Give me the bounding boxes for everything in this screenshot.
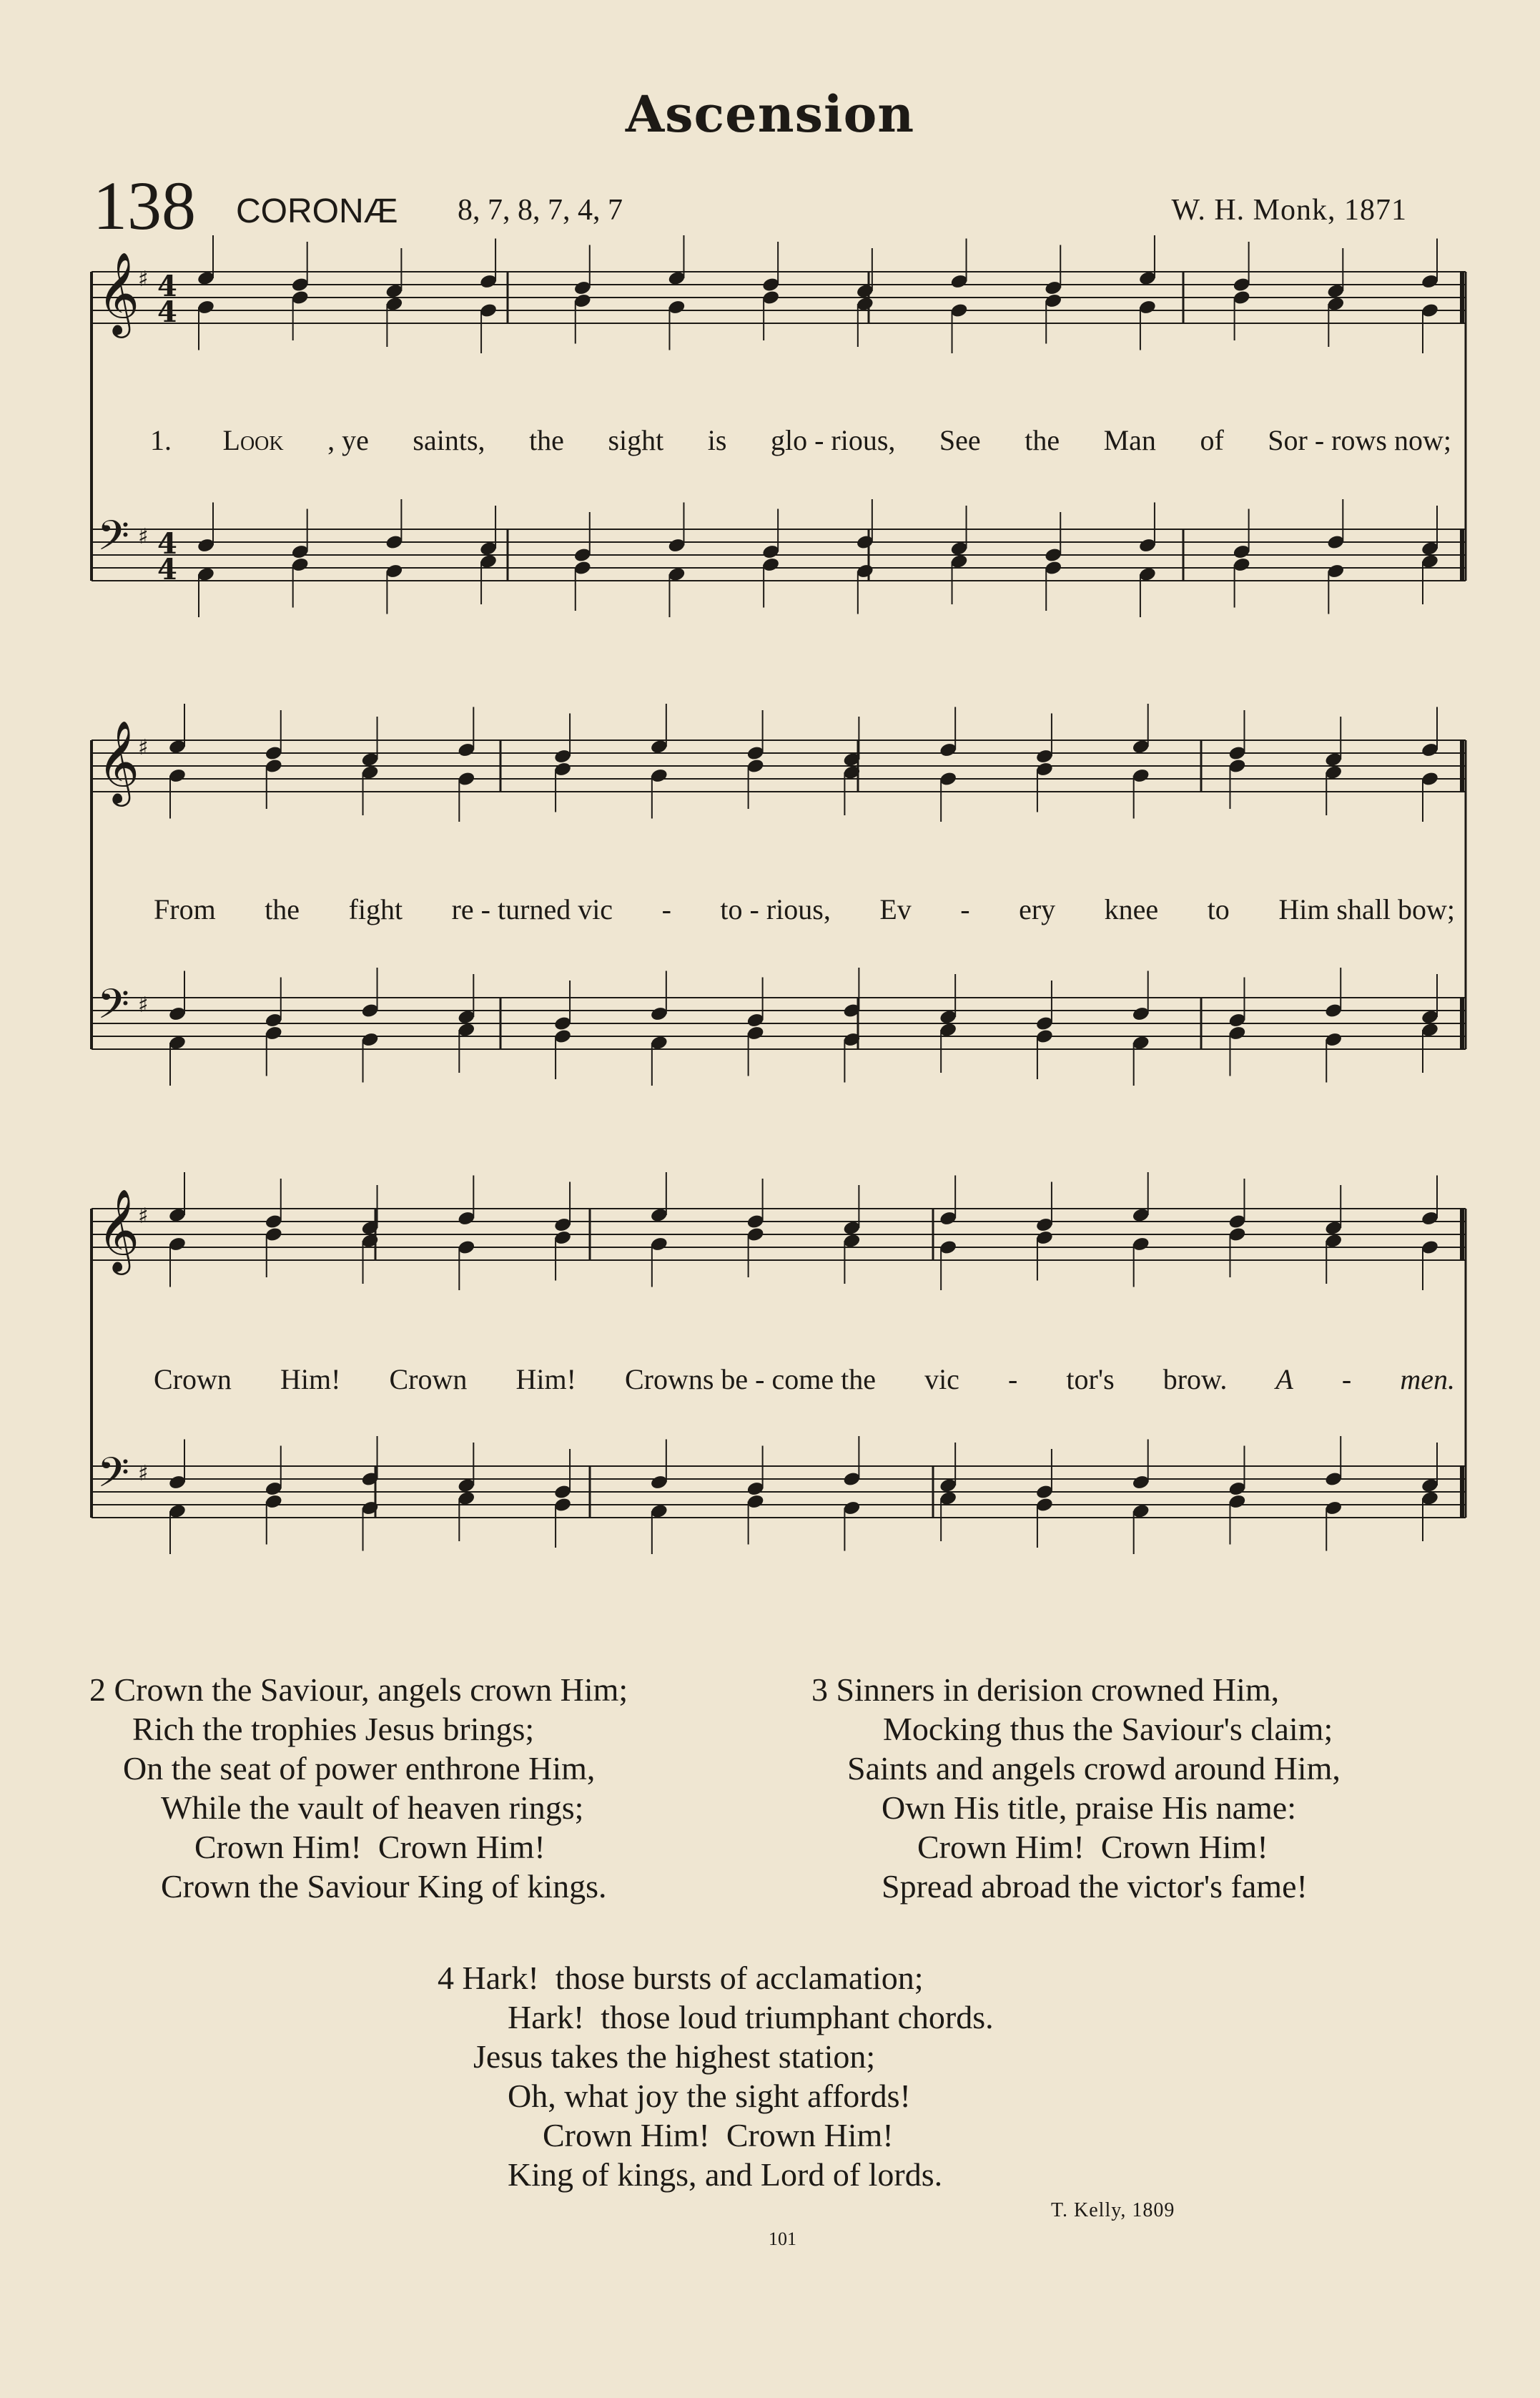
- lyric-syllable: -: [1341, 1363, 1352, 1395]
- treble-clef: 𝄞: [97, 719, 140, 803]
- key-sharp: ♯: [138, 524, 149, 549]
- verse-line: Mocking thus the Saviour's claim;: [883, 1711, 1333, 1747]
- time-signature-bottom: 4: [157, 295, 177, 329]
- lyric-syllable: is: [707, 424, 727, 456]
- lyric-syllable: glo - rious,: [770, 424, 896, 456]
- bass-clef: 𝄢: [97, 1448, 130, 1507]
- verse-line: Crown Him! Crown Him!: [543, 2117, 894, 2153]
- lyric-syllable: knee: [1104, 893, 1159, 925]
- lyric-syllable: sight: [608, 424, 664, 456]
- verse-text: Hark! those bursts of acclamation;: [462, 1960, 924, 1996]
- verse-line: Crown the Saviour King of kings.: [161, 1868, 607, 1905]
- lyric-syllable: Him!: [280, 1363, 341, 1395]
- hymn-number: 138: [93, 167, 196, 244]
- poet-credit: T. Kelly, 1809: [1051, 2199, 1175, 2221]
- lyric-syllable: the: [529, 424, 564, 456]
- lyric-syllable: -: [1008, 1363, 1018, 1395]
- verse-line: Saints and angels crowd around Him,: [847, 1750, 1341, 1787]
- lyric-syllable: Look: [222, 424, 284, 456]
- verse-number: 4: [438, 1960, 454, 1996]
- lyric-syllable: men.: [1400, 1363, 1455, 1395]
- key-sharp: ♯: [138, 1461, 149, 1486]
- lyric-syllable: fight: [348, 893, 403, 925]
- verse-line: [811, 1670, 1341, 1709]
- bass-clef: 𝄢: [97, 980, 130, 1038]
- verse-line: Crown Him! Crown Him!: [917, 1829, 1268, 1865]
- lyric-syllable: to - rious,: [720, 893, 831, 925]
- lyric-syllable: to: [1207, 893, 1230, 925]
- lyric-syllable: -: [661, 893, 671, 925]
- lyric-syllable: , ye: [327, 424, 369, 456]
- verse-number: 3: [811, 1671, 828, 1708]
- lyric-syllable: Crown: [389, 1363, 468, 1395]
- verse-2: [89, 1670, 628, 1906]
- time-signature-top: 4: [157, 270, 177, 303]
- lyric-syllable: Man: [1103, 424, 1156, 456]
- lyric-syllable: From: [154, 893, 216, 925]
- verse-line: Oh, what joy the sight affords!: [508, 2078, 911, 2114]
- lyric-syllable: See: [939, 424, 981, 456]
- composer: W. H. Monk, 1871: [1171, 194, 1407, 227]
- lyric-syllable: vic: [924, 1363, 959, 1395]
- lyric-syllable: A: [1275, 1363, 1293, 1395]
- treble-clef: 𝄞: [97, 251, 140, 335]
- tune-name: CORONÆ: [236, 192, 398, 230]
- lyric-verse-number: 1.: [150, 424, 179, 456]
- verse-line: King of kings, and Lord of lords.: [508, 2156, 943, 2193]
- lyric-syllable: tor's: [1066, 1363, 1115, 1395]
- page-number: 101: [769, 2229, 796, 2249]
- verse-line: Jesus takes the highest station;: [473, 2038, 876, 2075]
- verse-line: Rich the trophies Jesus brings;: [132, 1711, 535, 1747]
- treble-clef: 𝄞: [97, 1188, 140, 1272]
- lyrics-line-1: [150, 423, 1451, 457]
- lyrics-line-2: [154, 893, 1455, 926]
- lyric-syllable: the: [265, 893, 300, 925]
- time-signature-bottom: 4: [157, 553, 177, 586]
- bass-clef: 𝄢: [97, 511, 130, 570]
- lyrics-line-3: [154, 1362, 1455, 1396]
- lyric-syllable: Him!: [515, 1363, 576, 1395]
- verse-line: On the seat of power enthrone Him,: [123, 1750, 596, 1787]
- verse-3: [811, 1670, 1341, 1906]
- lyric-syllable: re - turned vic: [451, 893, 613, 925]
- lyric-syllable: brow.: [1163, 1363, 1228, 1395]
- lyric-syllable: Him shall bow;: [1278, 893, 1455, 925]
- lyric-syllable: saints,: [413, 424, 485, 456]
- lyric-syllable: Sor - rows now;: [1268, 424, 1451, 456]
- verse-line: Spread abroad the victor's fame!: [882, 1868, 1308, 1905]
- key-sharp: ♯: [138, 735, 149, 760]
- section-title: Ascension: [625, 84, 915, 144]
- verse-line: While the vault of heaven rings;: [161, 1789, 584, 1826]
- meter: 8, 7, 8, 7, 4, 7: [458, 194, 623, 227]
- lyric-syllable: the: [1025, 424, 1060, 456]
- lyric-syllable: Crown: [154, 1363, 232, 1395]
- lyric-syllable: ery: [1019, 893, 1056, 925]
- key-sharp: ♯: [138, 267, 149, 292]
- verse-line: Own His title, praise His name:: [882, 1789, 1297, 1826]
- key-sharp: ♯: [138, 1204, 149, 1229]
- time-signature-top: 4: [157, 527, 177, 561]
- verse-text: Crown the Saviour, angels crown Him;: [114, 1671, 628, 1708]
- verse-number: 2: [89, 1671, 106, 1708]
- lyric-syllable: Ev: [879, 893, 912, 925]
- verse-line: Hark! those loud triumphant chords.: [508, 1999, 994, 2035]
- lyric-syllable: -: [960, 893, 970, 925]
- verse-text: Sinners in derision crowned Him,: [836, 1671, 1280, 1708]
- verse-line: [438, 1958, 994, 1997]
- verse-line: Crown Him! Crown Him!: [194, 1829, 546, 1865]
- verse-4: [438, 1958, 994, 2194]
- lyric-syllable: Crowns be - come the: [624, 1363, 876, 1395]
- lyric-syllable: of: [1200, 424, 1224, 456]
- verse-line: [89, 1670, 628, 1709]
- key-sharp: ♯: [138, 993, 149, 1018]
